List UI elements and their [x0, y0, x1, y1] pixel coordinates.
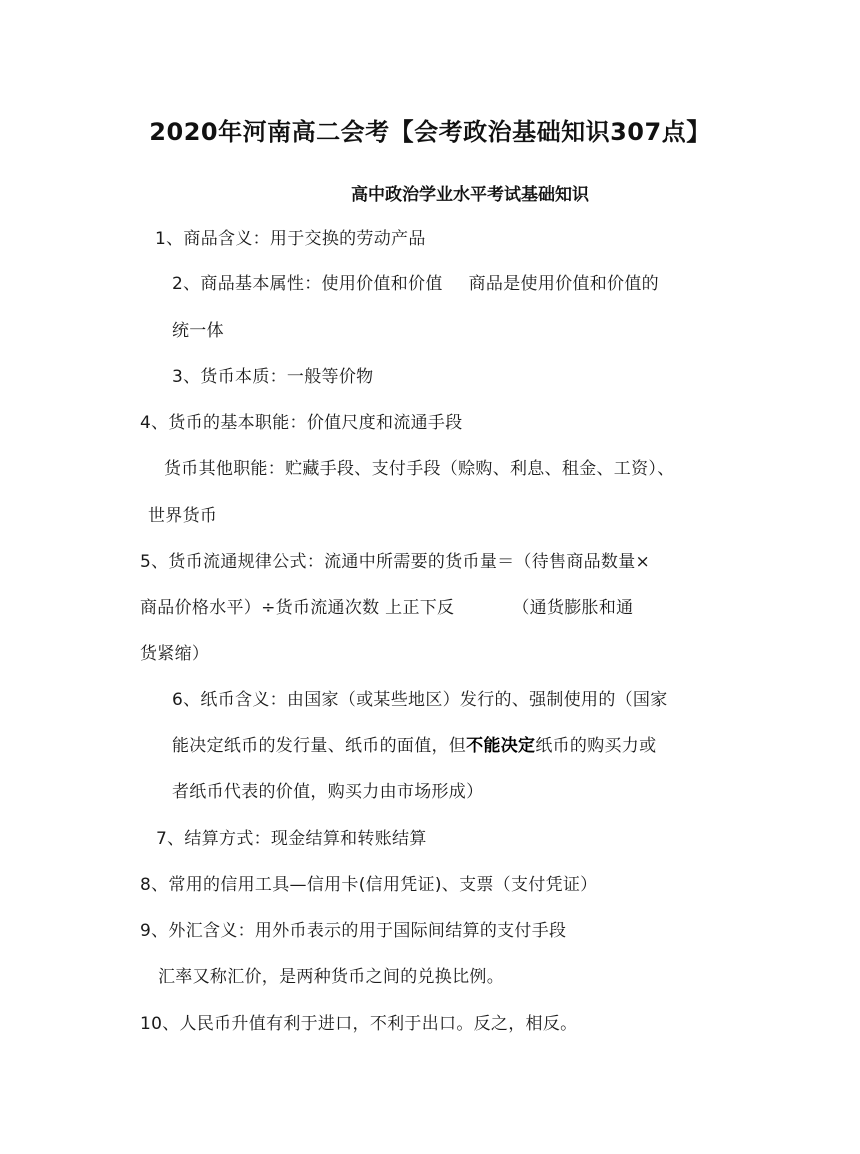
item-5-continued: 货紧缩） [140, 644, 210, 664]
item-7: 7、结算方式：现金结算和转账结算 [156, 829, 427, 849]
item-6-emphasis: 不能决定 [466, 736, 536, 756]
item-5-formula [140, 597, 633, 619]
item-5-formula-note: （通货膨胀和通 [512, 598, 634, 618]
item-10: 10、人民币升值有利于进口，不利于出口。反之，相反。 [140, 1014, 578, 1034]
item-9-exchange-rate: 汇率又称汇价，是两种货币之间的兑换比例。 [158, 967, 504, 987]
item-2-continued: 统一体 [172, 321, 224, 341]
item-9: 9、外汇含义：用外币表示的用于国际间结算的支付手段 [140, 921, 567, 941]
item-1: 1、商品含义：用于交换的劳动产品 [155, 229, 426, 249]
item-6-continued: 者纸币代表的价值，购买力由市场形成） [172, 782, 484, 802]
item-2 [172, 273, 659, 295]
item-6-detail-rest: 纸币的购买力或 [535, 736, 657, 756]
item-4-other-functions: 货币其他职能：贮藏手段、支付手段（赊购、利息、租金、工资）、 [164, 459, 675, 479]
item-5: 5、货币流通规律公式：流通中所需要的货币量＝（待售商品数量× [140, 552, 651, 572]
item-6-detail [172, 735, 656, 757]
page-title: 2020年河南高二会考【会考政治基础知识307点】 [149, 118, 711, 146]
item-2-text: 2、商品基本属性：使用价值和价值 [172, 274, 443, 294]
item-4: 4、货币的基本职能：价值尺度和流通手段 [140, 413, 463, 433]
item-5-formula-text: 商品价格水平）÷货币流通次数 上正下反 [140, 598, 455, 618]
item-6: 6、纸币含义：由国家（或某些地区）发行的、强制使用的（国家 [172, 690, 668, 710]
section-subtitle: 高中政治学业水平考试基础知识 [351, 185, 589, 205]
item-3: 3、货币本质：一般等价物 [172, 367, 374, 387]
item-2-note: 商品是使用价值和价值的 [468, 274, 659, 294]
item-6-detail-text: 能决定纸币的发行量、纸币的面值，但 [172, 736, 467, 756]
item-8: 8、常用的信用工具—信用卡(信用凭证)、支票（支付凭证） [140, 875, 598, 895]
item-4-continued: 世界货币 [148, 506, 218, 526]
